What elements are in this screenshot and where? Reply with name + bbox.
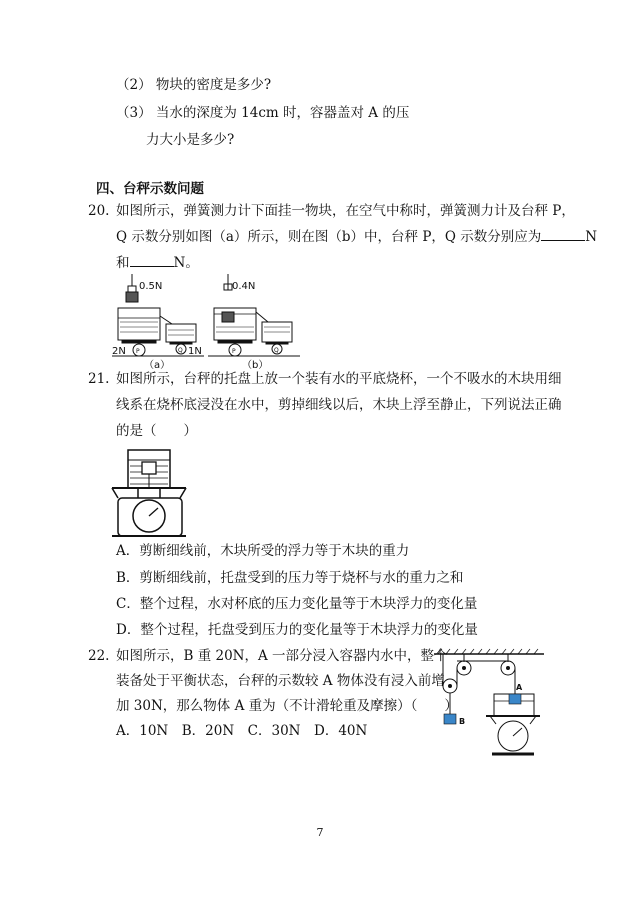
q20-a-Q-reading: 1N — [188, 346, 202, 357]
q22-line3: 加 30N，那么物体 A 重为（不计滑轮重及摩擦）（ ） — [116, 698, 458, 714]
q20-caption-b: （b） — [242, 360, 269, 371]
q22-line2: 装备处于平衡状态，台秤的示数较 A 物体没有浸入前增 — [116, 673, 445, 689]
q20-a-spring-reading: 0.5N — [139, 281, 163, 292]
q21-line2: 线系在烧杯底浸没在水中，剪掉细线以后，木块上浮至静止，下列说法正确 — [116, 397, 562, 413]
q22-option-b: B．20N — [181, 723, 235, 739]
q21-line3: 的是（ ） — [116, 423, 197, 439]
q20-a-P-label: P — [136, 348, 140, 355]
q21-option-a: A．剪断细线前，木块所受的浮力等于木块的重力 — [116, 543, 410, 559]
q21-number: 21. — [88, 371, 110, 387]
q22-option-d: D．40N — [314, 723, 368, 739]
q21-option-d: D．整个过程，托盘受到压力的变化量等于木块浮力的变化量 — [116, 622, 478, 638]
q22-label-b: B — [459, 717, 466, 726]
q20-a-P-reading: 2N — [112, 346, 126, 357]
q21-option-b: B．剪断细线前，托盘受到的压力等于烧杯与水的重力之和 — [116, 570, 464, 586]
q20-b-P-label: P — [232, 348, 236, 355]
q22-block-b — [444, 714, 456, 724]
q22-line1: 如图所示，B 重 20N，A 一部分浸入容器内水中，整个 — [116, 648, 448, 664]
q20-blank-1 — [541, 228, 585, 241]
q20-line3: 和 N。 — [116, 255, 199, 271]
page-number: 7 — [316, 826, 324, 839]
q20-number: 20. — [88, 203, 110, 219]
q20-line1: 如图所示，弹簧测力计下面挂一物块，在空气中称时，弹簧测力计及台秤 P， — [116, 203, 575, 219]
q20-blank-2 — [130, 254, 174, 267]
prev-q3-line2: 力大小是多少? — [146, 132, 235, 148]
q22-options — [116, 722, 367, 740]
q21-line1: 如图所示，台秤的托盘上放一个装有水的平底烧杯，一个不吸水的木块用细 — [116, 371, 562, 387]
q20-b-Q-label: Q — [274, 347, 279, 354]
q20-line2: Q 示数分别如图（a）所示，则在图（b）中，台秤 P，Q 示数分别应为 N — [116, 229, 598, 245]
q22-number: 22. — [88, 648, 110, 664]
q21-figure — [108, 448, 198, 540]
q20-b-spring-reading: 0.4N — [232, 281, 256, 292]
q22-option-a: A．10N — [116, 723, 169, 739]
q22-block-a — [509, 694, 521, 704]
section-title: 四、台秤示数问题 — [96, 181, 204, 197]
q20-caption-a: （a） — [144, 360, 171, 371]
prev-q3-line1: （3） 当水的深度为 14cm 时，容器盖对 A 的压 — [116, 105, 410, 121]
q22-label-a: A — [516, 683, 523, 692]
q20-a-Q-label: Q — [178, 347, 183, 354]
q20-figure — [112, 272, 302, 372]
q22-figure — [432, 648, 546, 760]
q21-option-c: C．整个过程，水对杯底的压力变化量等于木块浮力的变化量 — [116, 596, 478, 612]
q22-option-c: C．30N — [247, 723, 301, 739]
prev-q2: （2） 物块的密度是多少? — [116, 77, 272, 93]
